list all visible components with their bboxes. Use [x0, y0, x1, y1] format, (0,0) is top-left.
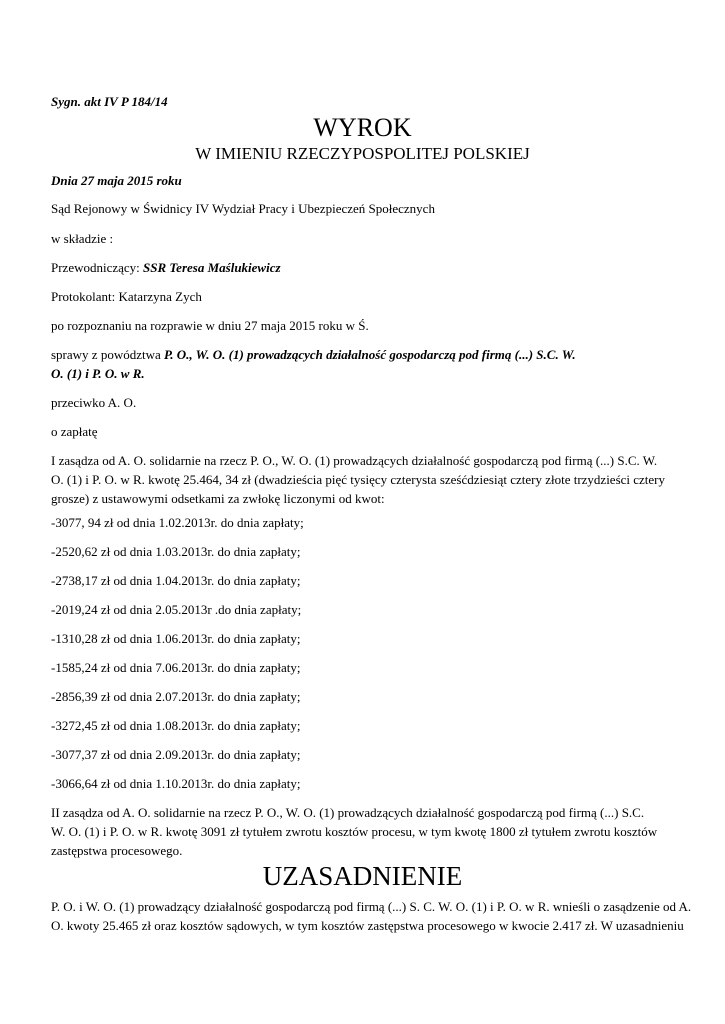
- court-composition: w składzie :: [51, 231, 114, 246]
- case-subject: o zapłatę: [51, 424, 98, 439]
- amount-item: -1310,28 zł od dnia 1.06.2013r. do dnia zapłaty;: [51, 631, 301, 646]
- plaintiffs-names: P. O., W. O. (1) prowadzących działalność gospodarczą pod firmą (...) S.C. W.: [164, 347, 576, 362]
- ruling-2-line: zastępstwa procesowego.: [51, 843, 183, 858]
- ruling-1-line: grosze) z ustawowymi odsetkami za zwłokę liczonymi od kwot:: [51, 491, 385, 506]
- amount-item: -2520,62 zł od dnia 1.03.2013r. do dnia zapłaty;: [51, 544, 301, 559]
- presiding-judge-label: Przewodniczący:: [51, 260, 144, 275]
- presiding-judge: [51, 258, 676, 277]
- case-number: Sygn. akt IV P 184/14: [51, 94, 168, 109]
- ruling-point-1: [51, 451, 676, 508]
- amount-item: -1585,24 zł od dnia 7.06.2013r. do dnia zapłaty;: [51, 660, 301, 675]
- document-title: WYROK: [313, 113, 412, 142]
- plaintiffs: [51, 345, 676, 383]
- ruling-2-line: W. O. (1) i P. O. w R. kwotę 3091 zł tytułem zwrotu kosztów procesu, w tym kwotę 1800 zł tytułem zwrotu kosztów: [51, 824, 658, 839]
- ruling-2-line: II zasądza od A. O. solidarnie na rzecz P. O., W. O. (1) prowadzących działalność gospodarczą pod firmą (...) S.C.: [51, 805, 645, 820]
- defendant: przeciwko A. O.: [51, 395, 137, 410]
- judgment-date: Dnia 27 maja 2015 roku: [51, 173, 182, 188]
- plaintiffs-prefix: sprawy z powództwa: [51, 347, 164, 362]
- ruling-1-line: O. (1) i P. O. w R. kwotę 25.464, 34 zł (dwadzieścia pięć tysięcy czterysta sześćdziesiąt cztery złote trzydzieści cztery: [51, 472, 666, 487]
- ruling-1-line: I zasądza od A. O. solidarnie na rzecz P. O., W. O. (1) prowadzących działalność gospodarczą pod firmą (...) S.C. W.: [51, 453, 658, 468]
- amount-item: -2856,39 zł od dnia 2.07.2013r. do dnia zapłaty;: [51, 689, 301, 704]
- justification-heading: UZASADNIENIE: [262, 861, 463, 891]
- ruling-point-2: [51, 803, 676, 860]
- document-subtitle: W IMIENIU RZECZYPOSPOLITEJ POLSKIEJ: [195, 144, 530, 163]
- hearing-info: po rozpoznaniu na rozprawie w dniu 27 maja 2015 roku w Ś.: [51, 318, 369, 333]
- justification-text: [51, 897, 692, 935]
- plaintiffs-line-1: [51, 345, 676, 364]
- amount-item: -3077,37 zł od dnia 2.09.2013r. do dnia zapłaty;: [51, 747, 301, 762]
- amount-item: -3272,45 zł od dnia 1.08.2013r. do dnia zapłaty;: [51, 718, 301, 733]
- amount-item: -2738,17 zł od dnia 1.04.2013r. do dnia zapłaty;: [51, 573, 301, 588]
- amount-item: -3077, 94 zł od dnia 1.02.2013r. do dnia zapłaty;: [51, 515, 304, 530]
- justification-line: O. kwoty 25.465 zł oraz kosztów sądowych, w tym kosztów zastępstwa procesowego w kwocie 2.417 zł. W uzasadnieniu: [51, 918, 684, 933]
- court-name: Sąd Rejonowy w Świdnicy IV Wydział Pracy i Ubezpieczeń Społecznych: [51, 201, 435, 216]
- amount-item: -3066,64 zł od dnia 1.10.2013r. do dnia zapłaty;: [51, 776, 301, 791]
- presiding-judge-name: SSR Teresa Maślukiewicz: [143, 260, 281, 275]
- plaintiffs-line-2: O. (1) i P. O. w R.: [51, 366, 145, 381]
- amount-item: -2019,24 zł od dnia 2.05.2013r .do dnia zapłaty;: [51, 602, 302, 617]
- court-clerk: Protokolant: Katarzyna Zych: [51, 289, 202, 304]
- justification-line: P. O. i W. O. (1) prowadzący działalność gospodarczą pod firmą (...) S. C. W. O. (1) i P. O. w R. wnieśli o zasądzenie od A.: [51, 899, 692, 914]
